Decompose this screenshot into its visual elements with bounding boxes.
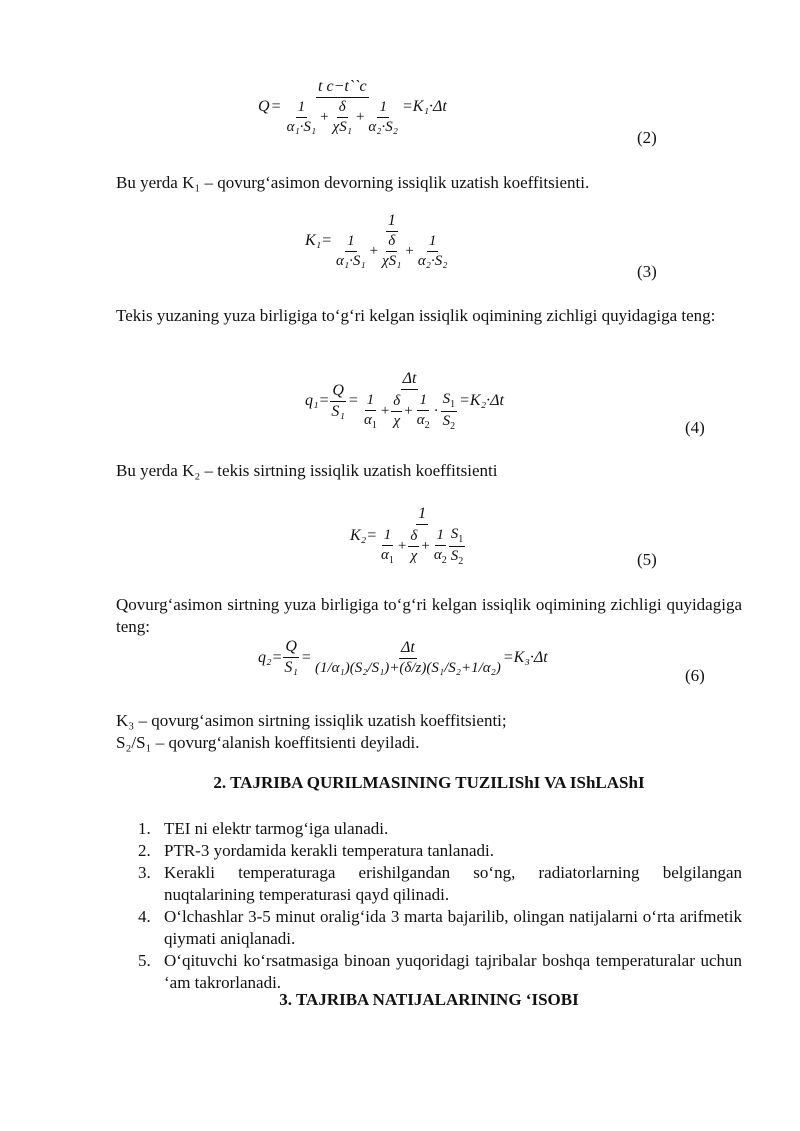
eq5-main-fraction: 1 $\frac{1}{\alpha_1}$ + $\frac{\delta}{\chi}$ + $\frac{1}{\alpha_2}$ $\frac{S_1}{S_2}$ (381, 505, 464, 567)
equation-5: K₂= 1 $\frac{1}{\alpha_1}$ + $\frac{\delta}{\chi}$ + $\frac{1}{\alpha_2}$ $\frac{S_1}{S_2}$ (350, 505, 467, 567)
eq4-main-fraction: Δt $\frac{1}{\alpha_1}$ + $\frac{\delta}{\chi}$ + $\frac{1}{\alpha_2}$ · $\frac{S_1}{S_2}$ (363, 370, 456, 432)
steps-list (116, 818, 742, 994)
eq2-lhs: Q (258, 98, 270, 115)
equation-2: Q = t c−t``c $\frac{1}{\text{α₁·S₁}}$ + $\frac{\delta}{\text{χS₁}}$ + $\frac{1}{\text{α₂·S₂}}$ =K₁·Δt (258, 78, 447, 135)
list-item-number: 4. (138, 907, 151, 926)
section-3-heading: 3. TAJRIBA NATIJALARINING ‘ISOBI (279, 990, 579, 1009)
list-item-number: 2. (138, 841, 151, 860)
eq3-main-fraction: 1 $\frac{1}{\text{α₁·S₁}}$ + $\frac{\delta}{\text{χS₁}}$ + $\frac{1}{\text{α₂·S₂}}$ (336, 212, 448, 269)
list-item-text: Kerakli temperaturaga erishilgandan so‘ng, radiatorlarning belgilangan nuqtalarining temperaturasi qayd qilinadi. (164, 863, 742, 904)
eq2-rhs: =K₁·Δt (401, 98, 447, 115)
list-item-text: O‘qituvchi ko‘rsatmasiga binoan yuqoridagi tajribalar boshqa temperaturalar uchun ‘am takrorlanadi. (164, 951, 742, 992)
eq2-numerator: t c−t``c (316, 78, 369, 98)
list-item-number: 3. (138, 863, 151, 882)
equation-2-number: (2) (637, 128, 657, 147)
list-item-text: TEI ni elektr tarmog‘iga ulanadi. (164, 819, 389, 838)
paragraph-ribbing-coefficient: S₂/S₁ – qovurg‘alanish koeffitsienti deyiladi. (116, 733, 420, 752)
list-item (116, 862, 742, 906)
paragraph-flux-flat: Tekis yuzaning yuza birligiga to‘g‘ri kelgan issiqlik oqimining zichligi quyidagiga teng: (116, 306, 716, 325)
list-item-number: 1. (138, 819, 151, 838)
paragraph-k2-definition: Bu yerda K₂ – tekis sirtning issiqlik uzatish koeffitsienti (116, 461, 498, 480)
equation-3 (305, 212, 451, 270)
list-item (116, 950, 742, 994)
eq6-main-fraction: $\frac{\Delta t}{\text{(1/α₁)(S₂/S₁)+(δ/z)(S₁/S₂+1/α₂)}}$ (314, 638, 501, 676)
paragraph-flux-ribbed: Qovurg‘asimon sirtning yuza birligiga to‘g‘ri kelgan issiqlik oqimining zichligi quyidagiga teng: (116, 595, 742, 636)
equation-3-number: (3) (637, 262, 657, 281)
list-item (116, 906, 742, 950)
equation-4: q₁= $\frac{Q}{\text{S₁}}$ = Δt $\frac{1}{\alpha_1}$ + $\frac{\delta}{\chi}$ + $\frac{1}{\alpha_2}$ · $\frac{S_1}{S_2}$ =K₂·Δt (305, 370, 504, 432)
paragraph-k3-definition: K₃ – qovurg‘asimon sirtning issiqlik uzatish koeffitsienti; (116, 711, 507, 730)
list-item-number: 5. (138, 951, 151, 970)
paragraph-k1-definition: Bu yerda K₁ – qovurg‘asimon devorning issiqlik uzatish koeffitsienti. (116, 173, 590, 192)
list-item-text: O‘lchashlar 3-5 minut oralig‘ida 3 marta bajarilib, olingan natijalarni o‘rta arifmetik qiymati aniqlanadi. (164, 907, 742, 948)
eq3-lhs: K₁= (305, 232, 333, 249)
list-item (116, 818, 742, 840)
list-item (116, 840, 742, 862)
equation-4-number: (4) (685, 418, 705, 437)
equation-6-number: (6) (685, 666, 705, 685)
equation-5-number: (5) (637, 550, 657, 569)
eq2-main-fraction: t c−t``c $\frac{1}{\text{α₁·S₁}}$ + $\frac{\delta}{\text{χS₁}}$ + $\frac{1}{\text{α₂·S₂}}$ (286, 78, 398, 135)
section-2-heading: 2. TAJRIBA QURILMASINING TUZILIShI VA IShLAShI (213, 773, 645, 792)
equation-6: q₂= $\frac{Q}{\text{S₁}}$ = $\frac{\Delta t}{\text{(1/α₁)(S₂/S₁)+(δ/z)(S₁/S₂+1/α₂)}}$ =K₃·Δt (258, 638, 548, 676)
list-item-text: PTR-3 yordamida kerakli temperatura tanlanadi. (164, 841, 494, 860)
